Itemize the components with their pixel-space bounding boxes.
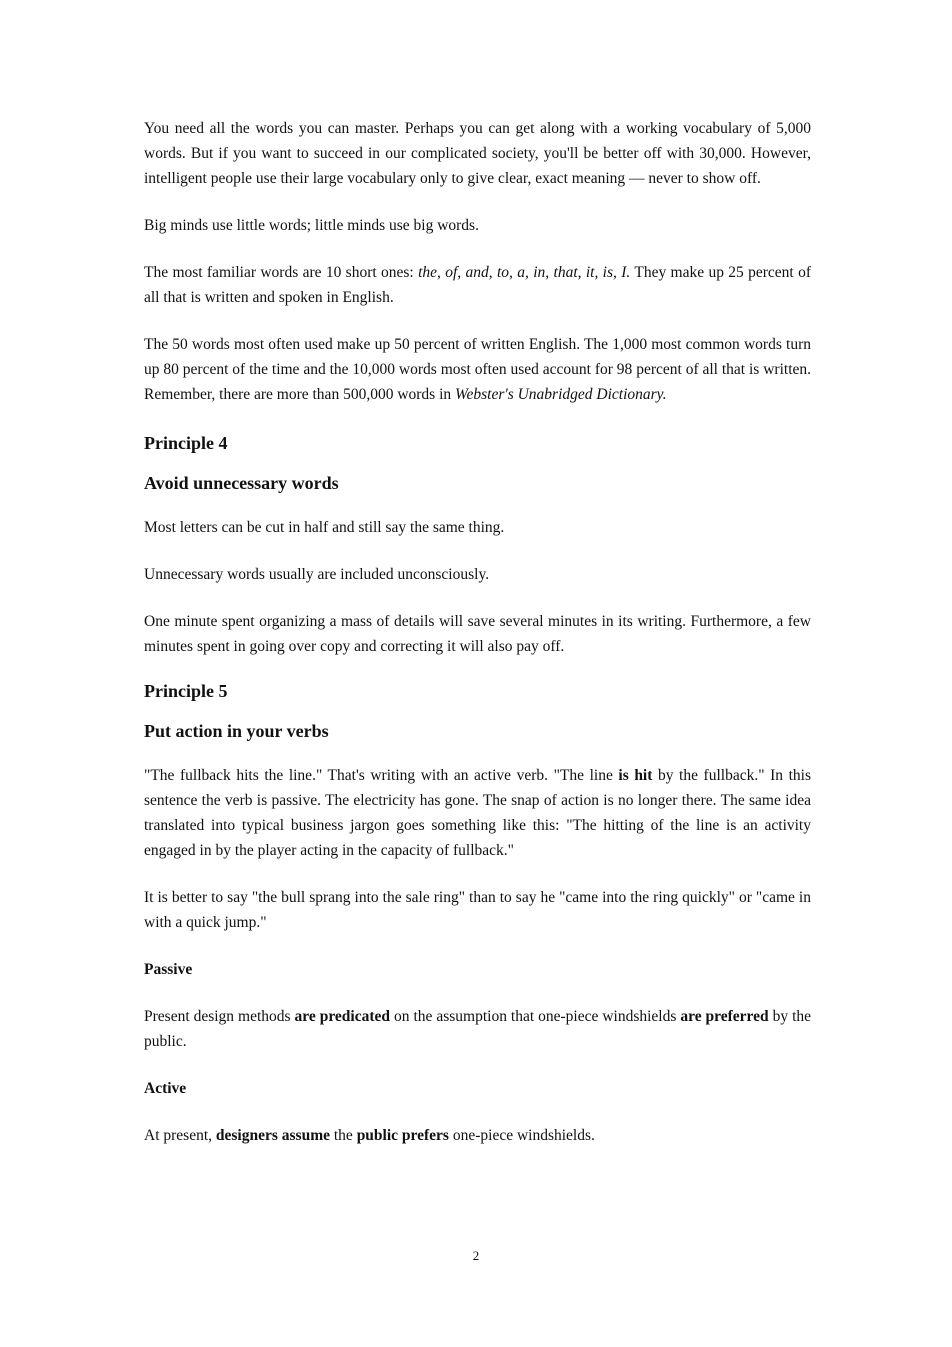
intro-paragraph-2: Big minds use little words; little minds use big words. bbox=[144, 217, 479, 234]
text-span: The most familiar words are 10 short ones: bbox=[144, 264, 419, 281]
text-span: They make up 25 percent of all that is written and spoken in English. bbox=[144, 264, 811, 306]
text-span: by the fullback." In this sentence the verb is passive. The electricity has gone. The snap of action is no longer there. The same idea translated into typical business jargon goes something like this: "The hitting of the line is an activity engaged in by the player acting in the capacity of fullback." bbox=[144, 767, 811, 859]
principle-5-paragraph-2: It is better to say "the bull sprang into the sale ring" than to say he "came into the ring quickly" or "came in with a quick jump." bbox=[144, 889, 811, 931]
text-span: The 50 words most often used make up 50 percent of written English. The 1,000 most common words turn up 80 percent of the time and the 10,000 words most often used account for 98 percent of all that is written. Remember, there are more than 500,000 words in bbox=[144, 336, 811, 403]
principle-4-paragraph-1: Most letters can be cut in half and still say the same thing. bbox=[144, 519, 505, 536]
text-span: "The fullback hits the line." That's writing with an active verb. "The line bbox=[144, 767, 619, 784]
bold-phrase: public prefers bbox=[356, 1127, 449, 1144]
page-number: 2 bbox=[472, 1248, 480, 1263]
active-label: Active bbox=[144, 1080, 187, 1097]
text-span: on the assumption that one-piece windshields bbox=[390, 1008, 681, 1025]
principle-4-title: Avoid unnecessary words bbox=[144, 473, 339, 493]
text-span: Present design methods bbox=[144, 1008, 295, 1025]
italic-dictionary-title: Webster's Unabridged Dictionary. bbox=[455, 386, 667, 403]
passive-label: Passive bbox=[144, 961, 193, 978]
document-page bbox=[144, 116, 811, 1148]
intro-paragraph-1: You need all the words you can master. Perhaps you can get along with a working vocabulary of 5,000 words. But if you want to succeed in our complicated society, you'll be better off with 30,000. However, intelligent people use their large vocabulary only to give clear, exact meaning — never to show off. bbox=[144, 120, 811, 187]
principle-5-label: Principle 5 bbox=[144, 681, 228, 701]
italic-word-list: the, of, and, to, a, in, that, it, is, I. bbox=[418, 264, 631, 281]
bold-phrase: are preferred bbox=[680, 1008, 769, 1025]
text-span: the bbox=[330, 1127, 357, 1144]
principle-4-paragraph-3: One minute spent organizing a mass of details will save several minutes in its writing. Furthermore, a few minutes spent in going over copy and correcting it will also pay off. bbox=[144, 613, 811, 655]
text-span: one-piece windshields. bbox=[448, 1127, 595, 1144]
text-span: At present, bbox=[144, 1127, 216, 1144]
principle-4-label: Principle 4 bbox=[144, 433, 228, 453]
principle-4-paragraph-2: Unnecessary words usually are included unconsciously. bbox=[144, 566, 490, 583]
active-example bbox=[144, 1123, 811, 1148]
principle-5-title: Put action in your verbs bbox=[144, 721, 329, 741]
text-span: by the public. bbox=[144, 1008, 812, 1050]
bold-phrase: are predicated bbox=[294, 1008, 391, 1025]
bold-phrase: designers assume bbox=[215, 1127, 330, 1144]
bold-phrase: is hit bbox=[618, 767, 653, 784]
passive-example bbox=[144, 1004, 811, 1054]
intro-paragraph-3 bbox=[144, 260, 811, 310]
principle-5-paragraph-1 bbox=[144, 763, 811, 863]
intro-paragraph-4 bbox=[144, 332, 811, 407]
